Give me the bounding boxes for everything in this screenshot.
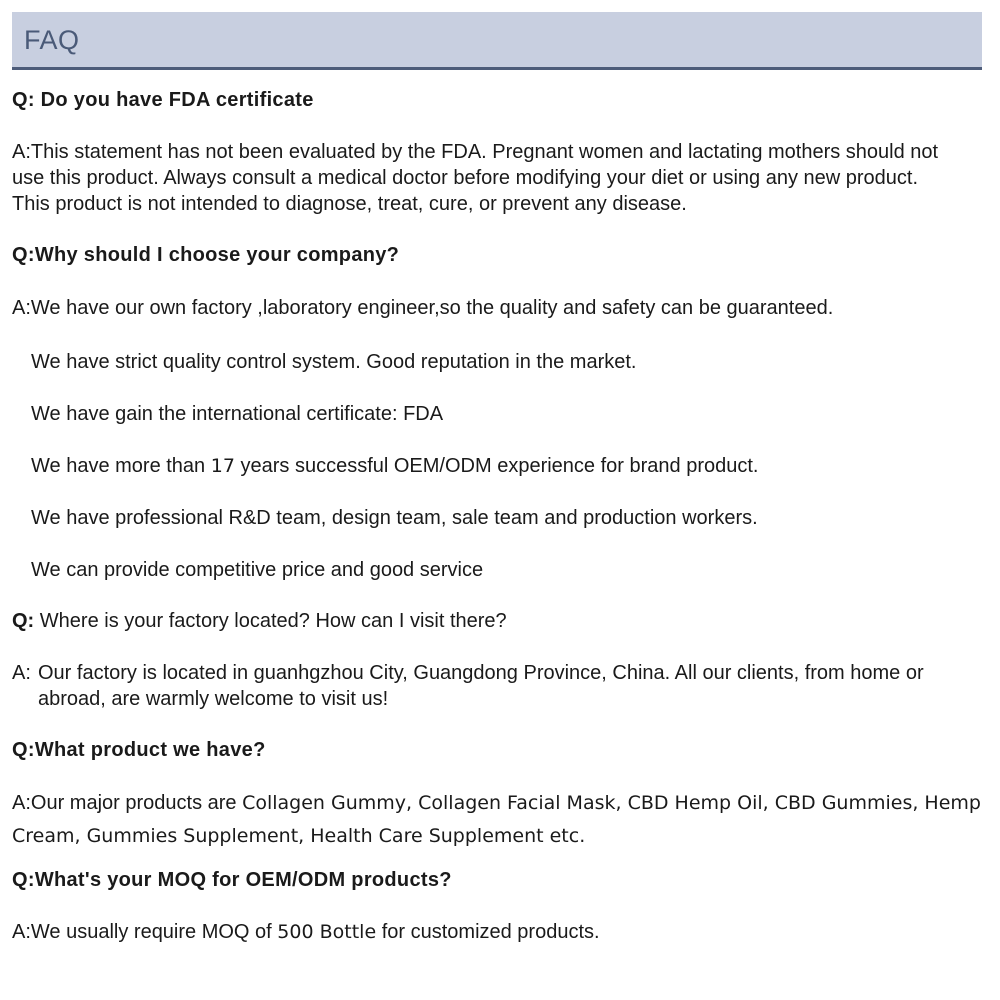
page-title: FAQ — [24, 25, 80, 55]
question-products: Q:What product we have? — [12, 739, 266, 761]
answer-fda-line-3: This product is not intended to diagnose, treat, cure, or prevent any disease. — [12, 193, 687, 215]
answer-why-line-4-end: years successful OEM/ODM experience for brand product. — [240, 455, 759, 477]
answer-prefix: A: — [12, 662, 31, 684]
answer-why-line-6: We can provide competitive price and good service — [31, 559, 484, 581]
question-moq: Q:What's your MOQ for OEM/ODM products? — [12, 869, 452, 891]
question-factory-text: Where is your factory located? How can I visit there? — [39, 610, 507, 632]
question-fda: Q: Do you have FDA certificate — [12, 89, 314, 111]
answer-moq — [12, 921, 600, 944]
years-count: 17 — [210, 455, 235, 477]
answer-products-line-2: Cream, Gummies Supplement, Health Care Supplement etc. — [12, 825, 586, 847]
answer-fda-line-2: use this product. Always consult a medical doctor before modifying your diet or using any new product. — [12, 167, 919, 189]
answer-factory-line-1: Our factory is located in guanhgzhou City, Guangdong Province, China. All our clients, from home or — [38, 662, 924, 684]
answer-products-intro: A:Our major products are — [12, 792, 237, 814]
product-list: Collagen Gummy, Collagen Facial Mask, CBD Hemp Oil, CBD Gummies, Hemp — [242, 792, 981, 814]
answer-fda-line-1: A:This statement has not been evaluated by the FDA. Pregnant women and lactating mothers should not — [12, 141, 939, 163]
answer-why-line-4 — [31, 455, 758, 478]
question-why-choose: Q:Why should I choose your company? — [12, 244, 400, 266]
answer-moq-start: A:We usually require MOQ of — [12, 921, 272, 943]
answer-why-line-4-start: We have more than — [31, 455, 206, 477]
answer-moq-end: for customized products. — [381, 921, 600, 943]
moq-quantity: 500 Bottle — [277, 921, 377, 943]
question-factory-location — [12, 610, 507, 633]
answer-factory-line-2: abroad, are warmly welcome to visit us! — [38, 688, 389, 710]
answer-why-line-2: We have strict quality control system. Good reputation in the market. — [31, 351, 637, 373]
answer-why-line-1: A:We have our own factory ,laboratory engineer,so the quality and safety can be guaranteed. — [12, 297, 834, 319]
answer-why-line-5: We have professional R&D team, design team, sale team and production workers. — [31, 507, 758, 529]
question-prefix: Q: — [12, 610, 35, 632]
faq-header-bar — [12, 12, 982, 70]
answer-products-line-1 — [12, 792, 981, 815]
answer-why-line-3: We have gain the international certificate: FDA — [31, 403, 444, 425]
